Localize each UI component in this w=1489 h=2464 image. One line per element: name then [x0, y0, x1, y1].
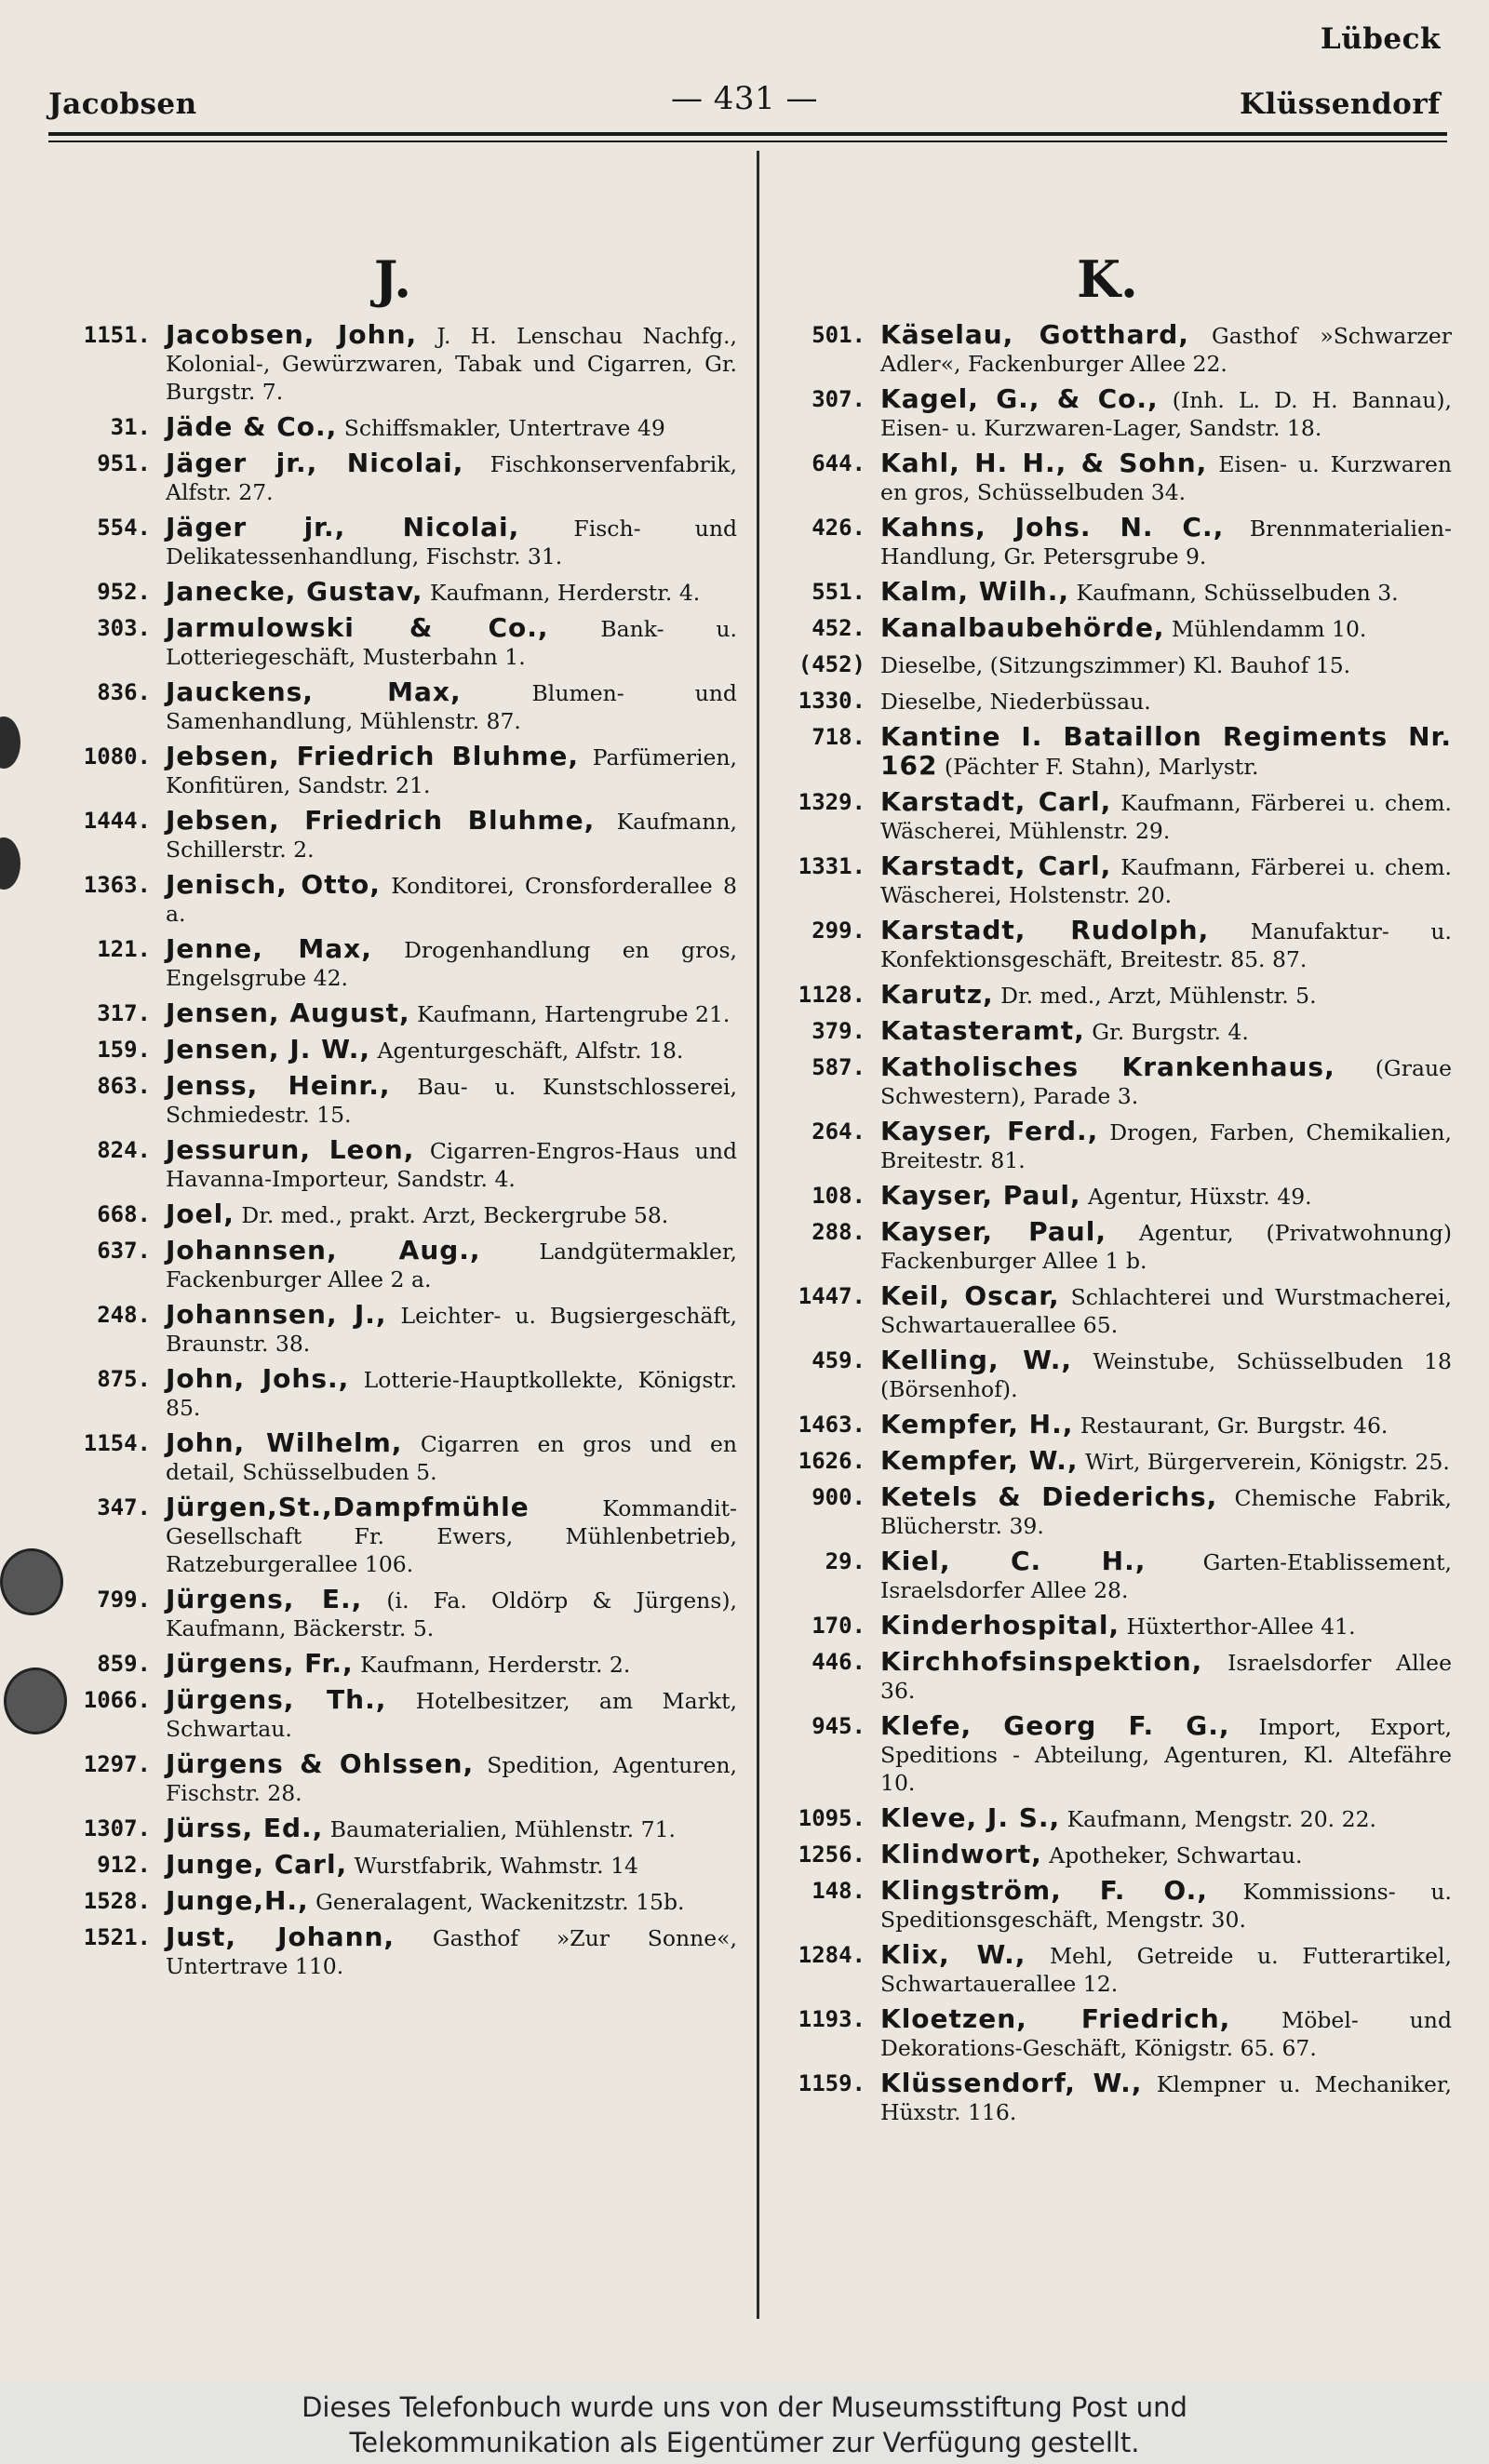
directory-entry	[763, 1411, 1452, 1440]
entry-phone-number: 1284.	[798, 1942, 865, 1968]
entry-name: Kahns, Johs. N. C.,	[880, 512, 1225, 542]
entry-details: Manufaktur- u. Konfektionsgeschäft, Breitestr. 85. 87.	[880, 918, 1452, 972]
entry-phone-number: (452)	[798, 651, 865, 677]
directory-entry	[763, 687, 1452, 716]
entry-name: Jürgens, E.,	[166, 1584, 363, 1614]
entry-phone-number: 863.	[97, 1073, 151, 1099]
directory-entry	[48, 1072, 737, 1129]
entry-name: Janecke, Gustav,	[166, 576, 423, 607]
entry-name: Kempfer, W.,	[880, 1445, 1079, 1476]
entry-phone-number: 945.	[812, 1713, 865, 1739]
entry-phone-number: 1151.	[83, 322, 151, 348]
entry-phone-number: 159.	[97, 1037, 151, 1063]
entry-name: Klix, W.,	[880, 1939, 1026, 1970]
entry-phone-number: 1256.	[798, 1841, 865, 1868]
entry-details: Restaurant, Gr. Burgstr. 46.	[1073, 1413, 1388, 1439]
punch-hole-mark	[0, 837, 20, 890]
entry-phone-number: 1080.	[83, 743, 151, 770]
header-city: Lübeck	[1320, 22, 1441, 56]
entry-name: Jenne, Max,	[166, 933, 372, 964]
entry-phone-number: 1626.	[798, 1448, 865, 1474]
entry-phone-number: 1447.	[798, 1283, 865, 1309]
section-letter-j: J.	[373, 249, 412, 309]
entry-name: Johannsen, Aug.,	[166, 1235, 481, 1265]
directory-entry	[48, 678, 737, 735]
directory-entry	[48, 1650, 737, 1679]
entry-name: Jürss, Ed.,	[166, 1813, 324, 1843]
entry-phone-number: 1521.	[83, 1924, 151, 1950]
entry-phone-number: 836.	[97, 679, 151, 705]
entry-details: Dr. med., prakt. Arzt, Beckergrube 58.	[234, 1202, 669, 1228]
directory-entry	[48, 1586, 737, 1642]
entry-phone-number: 148.	[812, 1878, 865, 1904]
entry-details: Spedition, Agenturen, Fischstr. 28.	[166, 1752, 737, 1806]
directory-entry	[763, 1648, 1452, 1705]
entry-name: Käselau, Gotthard,	[880, 319, 1189, 350]
entry-name: Junge, Carl,	[166, 1849, 348, 1880]
entry-phone-number: 1297.	[83, 1751, 151, 1777]
directory-entry	[763, 1218, 1452, 1275]
entry-phone-number: 307.	[812, 386, 865, 412]
entry-details: (Inh. L. D. H. Bannau), Eisen- u. Kurzwaren-Lager, Sandstr. 18.	[880, 387, 1452, 441]
entry-name: Kayser, Paul,	[880, 1216, 1107, 1247]
directory-entry	[763, 1282, 1452, 1339]
entry-name: Karstadt, Carl,	[880, 786, 1112, 817]
entry-name: Kantine I. Bataillon Regiments Nr. 162	[880, 721, 1452, 781]
entry-details: Israelsdorfer Allee 36.	[880, 1650, 1452, 1704]
directory-entry	[763, 1712, 1452, 1797]
entry-name: Karstadt, Rudolph,	[880, 915, 1210, 945]
directory-entry	[763, 1612, 1452, 1640]
directory-entry	[763, 1547, 1452, 1604]
entry-phone-number: 875.	[97, 1366, 151, 1392]
directory-entry	[48, 743, 737, 799]
directory-entry	[763, 321, 1452, 378]
entry-name: Kinderhospital,	[880, 1610, 1120, 1640]
entry-details: Blumen- und Samenhandlung, Mühlenstr. 87.	[166, 680, 737, 734]
entry-phone-number: 452.	[812, 615, 865, 641]
entry-name: Jürgen,St.,Dampfmühle	[166, 1492, 530, 1522]
entry-phone-number: 170.	[812, 1613, 865, 1639]
directory-entry	[763, 514, 1452, 570]
entry-details: Kaufmann, Hartengrube 21.	[409, 1001, 731, 1027]
directory-entry	[48, 1036, 737, 1065]
directory-entry	[48, 1301, 737, 1358]
entry-phone-number: 379.	[812, 1018, 865, 1044]
directory-entry	[763, 788, 1452, 845]
punch-hole-mark	[0, 716, 20, 769]
entry-phone-number: 108.	[812, 1183, 865, 1209]
entry-phone-number: 951.	[97, 450, 151, 476]
entry-details: Klempner u. Mechaniker, Hüxstr. 116.	[880, 2071, 1453, 2125]
directory-entry	[48, 1429, 737, 1486]
entry-details: Konditorei, Cronsforderallee 8 a.	[166, 873, 737, 927]
directory-entry	[763, 614, 1452, 643]
entry-phone-number: 1330.	[798, 688, 865, 714]
directory-entry	[763, 578, 1452, 607]
directory-entry	[763, 723, 1452, 781]
entry-phone-number: 303.	[97, 615, 151, 641]
entry-phone-number: 554.	[97, 515, 151, 541]
footer-notice	[0, 2382, 1489, 2464]
entry-name: Jebsen, Friedrich Bluhme,	[166, 741, 579, 771]
entry-name: Jäger jr., Nicolai,	[166, 512, 520, 542]
entry-details: (Pächter F. Stahn), Marlystr.	[937, 754, 1259, 780]
entry-phone-number: 799.	[97, 1587, 151, 1613]
directory-entry	[763, 1017, 1452, 1046]
entry-details: Kaufmann, Färberei u. chem. Wäscherei, Mühlenstr. 29.	[880, 790, 1452, 844]
directory-entry	[48, 578, 737, 607]
directory-entry	[48, 871, 737, 928]
left-entries	[48, 321, 737, 1988]
directory-entry	[48, 1686, 737, 1743]
directory-entry	[763, 1053, 1452, 1110]
entry-name: Kahl, H. H., & Sohn,	[880, 448, 1208, 478]
entry-phone-number: 1128.	[798, 982, 865, 1008]
entry-details: Generalagent, Wackenitzstr. 15b.	[308, 1889, 685, 1915]
entry-phone-number: 952.	[97, 579, 151, 605]
entry-phone-number: 1331.	[798, 853, 865, 879]
directory-entry	[48, 935, 737, 992]
entry-details: Dr. med., Arzt, Mühlenstr. 5.	[993, 983, 1317, 1009]
header-left-name: Jacobsen	[48, 87, 197, 121]
entry-details: Wurstfabrik, Wahmstr. 14	[347, 1853, 638, 1879]
entry-name: Jacobsen, John,	[166, 319, 418, 350]
entry-name: Kayser, Ferd.,	[880, 1116, 1099, 1146]
entry-name: Karstadt, Carl,	[880, 850, 1112, 881]
entry-details: Gasthof »Schwarzer Adler«, Fackenburger Allee 22.	[880, 323, 1452, 377]
directory-entry	[763, 1483, 1452, 1540]
entry-details: Kaufmann, Mengstr. 20. 22.	[1060, 1806, 1376, 1832]
entry-details: Agenturgeschäft, Alfstr. 18.	[370, 1038, 684, 1064]
entry-name: Kloetzen, Friedrich,	[880, 2003, 1231, 2034]
entry-name: Karutz,	[880, 979, 994, 1010]
entry-details: Dieselbe, (Sitzungszimmer) Kl. Bauhof 15.	[880, 652, 1351, 678]
entry-details: Kaufmann, Färberei u. chem. Wäscherei, Holstenstr. 20.	[880, 854, 1452, 908]
entry-phone-number: 1463.	[798, 1412, 865, 1438]
entry-details: Cigarren en gros und en detail, Schüsselbuden 5.	[166, 1431, 737, 1485]
entry-details: Weinstube, Schüsselbuden 18 (Börsenhof).	[880, 1348, 1452, 1402]
entry-phone-number: 501.	[812, 322, 865, 348]
entry-name: John, Wilhelm,	[166, 1427, 403, 1458]
entry-details: Bau- u. Kunstschlosserei, Schmiedestr. 15.	[166, 1074, 738, 1128]
entry-name: Katholisches Krankenhaus,	[880, 1051, 1335, 1082]
entry-phone-number: 1329.	[798, 789, 865, 815]
entry-name: Kayser, Paul,	[880, 1180, 1081, 1211]
column-divider	[757, 151, 759, 2319]
entry-phone-number: 1159.	[798, 2070, 865, 2096]
directory-entry	[763, 1804, 1452, 1833]
entry-name: Kagel, G., & Co.,	[880, 383, 1159, 414]
entry-details: (i. Fa. Oldörp & Jürgens), Kaufmann, Bäckerstr. 5.	[166, 1587, 738, 1641]
entry-details: Kaufmann, Schillerstr. 2.	[166, 809, 738, 863]
entry-details: Fisch- und Delikatessenhandlung, Fischstr. 31.	[166, 516, 737, 569]
entry-name: Kanalbaubehörde,	[880, 612, 1165, 643]
directory-entry	[48, 1237, 737, 1293]
entry-phone-number: 718.	[812, 724, 865, 750]
entry-name: Jürgens, Fr.,	[166, 1648, 354, 1679]
entry-details: Hotelbesitzer, am Markt, Schwartau.	[166, 1688, 738, 1742]
entry-name: Jebsen, Friedrich Bluhme,	[166, 805, 596, 836]
entry-details: Schlachterei und Wurstmacherei, Schwartauerallee 65.	[880, 1284, 1452, 1338]
entry-name: Joel,	[166, 1199, 235, 1229]
directory-entry	[48, 1200, 737, 1229]
entry-phone-number: 446.	[812, 1649, 865, 1675]
entry-name: Kempfer, H.,	[880, 1409, 1074, 1440]
entry-name: Johannsen, J.,	[166, 1299, 387, 1330]
entry-details: Gasthof »Zur Sonne«, Untertrave 110.	[166, 1925, 737, 1979]
directory-entry	[763, 1447, 1452, 1476]
entry-phone-number: 459.	[812, 1347, 865, 1373]
entry-details: Drogenhandlung en gros, Engelsgrube 42.	[166, 937, 737, 991]
directory-entry	[48, 1851, 737, 1880]
directory-entry	[48, 449, 737, 506]
entry-name: Ketels & Diederichs,	[880, 1481, 1218, 1512]
entry-name: Keil, Oscar,	[880, 1280, 1060, 1311]
directory-entry	[48, 1815, 737, 1843]
entry-phone-number: 317.	[97, 1000, 151, 1026]
entry-details: Lotterie-Hauptkollekte, Königstr. 85.	[166, 1367, 737, 1421]
directory-entry	[48, 1493, 737, 1578]
entry-details: Fischkonservenfabrik, Alfstr. 27.	[166, 451, 737, 505]
entry-details: Baumaterialien, Mühlenstr. 71.	[323, 1816, 676, 1842]
entry-name: Jürgens, Th.,	[166, 1684, 387, 1715]
entry-name: Jarmulowski & Co.,	[166, 612, 549, 643]
entry-name: Kirchhofsinspektion,	[880, 1646, 1203, 1677]
entry-details: Kommandit-Gesellschaft Fr. Ewers, Mühlenbetrieb, Ratzeburgerallee 106.	[166, 1495, 737, 1577]
entry-phone-number: 644.	[812, 450, 865, 476]
entry-details: Garten-Etablissement, Israelsdorfer Allee 28.	[880, 1549, 1452, 1603]
entry-details: Parfümerien, Konfitüren, Sandstr. 21.	[166, 744, 738, 798]
entry-phone-number: 264.	[812, 1118, 865, 1145]
directory-entry	[763, 1941, 1452, 1998]
directory-entry	[763, 449, 1452, 506]
directory-entry	[48, 321, 737, 406]
entry-details: Gr. Burgstr. 4.	[1084, 1019, 1249, 1045]
entry-details: J. H. Lenschau Nachfg., Kolonial-, Gewürzwaren, Tabak und Cigarren, Gr. Burgstr. 7.	[166, 323, 737, 405]
binding-hole	[4, 1667, 67, 1734]
directory-entry	[763, 2005, 1452, 2062]
entry-name: Klingström, F. O.,	[880, 1875, 1208, 1906]
entry-name: Jensen, J. W.,	[166, 1034, 370, 1065]
entry-phone-number: 551.	[812, 579, 865, 605]
entry-name: Jenisch, Otto,	[166, 869, 381, 900]
entry-details: Apotheker, Schwartau.	[1041, 1842, 1303, 1868]
entry-details: Bank- u. Lotteriegeschäft, Musterbahn 1.	[166, 616, 737, 670]
directory-entry	[763, 1877, 1452, 1934]
entry-details: Chemische Fabrik, Blücherstr. 39.	[880, 1485, 1452, 1539]
entry-name: Junge,H.,	[166, 1885, 309, 1916]
directory-entry	[48, 1887, 737, 1916]
entry-details: Mühlendamm 10.	[1164, 616, 1367, 642]
directory-entry	[763, 852, 1452, 909]
entry-name: Just, Johann,	[166, 1922, 396, 1952]
entry-details: Drogen, Farben, Chemikalien, Breitestr. 81.	[880, 1119, 1452, 1173]
footer-line-2: Telekommunikation als Eigentümer zur Verfügung gestellt.	[349, 2427, 1140, 2458]
entry-name: Kleve, J. S.,	[880, 1802, 1061, 1833]
directory-entry	[48, 1365, 737, 1422]
directory-entry	[763, 1841, 1452, 1869]
entry-phone-number: 31.	[110, 414, 151, 440]
directory-entry	[48, 514, 737, 570]
entry-name: Klindwort,	[880, 1839, 1042, 1869]
directory-entry	[763, 1182, 1452, 1211]
entry-phone-number: 1528.	[83, 1888, 151, 1914]
entry-phone-number: 1363.	[83, 872, 151, 898]
entry-details: Kaufmann, Herderstr. 4.	[423, 580, 701, 606]
entry-details: Hüxterthor-Allee 41.	[1120, 1614, 1356, 1640]
entry-phone-number: 288.	[812, 1219, 865, 1245]
page-number: — 431 —	[670, 80, 818, 117]
entry-phone-number: 637.	[97, 1238, 151, 1264]
directory-entry	[763, 385, 1452, 442]
entry-details: Möbel- und Dekorations-Geschäft, Königstr. 65. 67.	[880, 2007, 1452, 2061]
entry-details: Kommissions- u. Speditionsgeschäft, Mengstr. 30.	[880, 1879, 1452, 1933]
directory-entry	[763, 981, 1452, 1010]
directory-entry	[48, 807, 737, 864]
directory-entry	[48, 614, 737, 671]
binding-hole	[0, 1548, 63, 1615]
entry-phone-number: 121.	[97, 936, 151, 962]
entry-details: Cigarren-Engros-Haus und Havanna-Importeur, Sandstr. 4.	[166, 1138, 737, 1192]
entry-name: Jäde & Co.,	[166, 411, 338, 442]
entry-phone-number: 29.	[825, 1548, 865, 1574]
directory-entry	[48, 413, 737, 442]
entry-name: Kalm, Wilh.,	[880, 576, 1070, 607]
entry-details: Leichter- u. Bugsiergeschäft, Braunstr. 38.	[166, 1303, 738, 1357]
entry-phone-number: 347.	[97, 1494, 151, 1520]
entry-details: Agentur, Hüxstr. 49.	[1080, 1184, 1312, 1210]
entry-phone-number: 912.	[97, 1852, 151, 1878]
entry-name: Kelling, W.,	[880, 1345, 1073, 1375]
entry-phone-number: 824.	[97, 1137, 151, 1163]
entry-details: (Graue Schwestern), Parade 3.	[880, 1055, 1452, 1109]
entry-details: Wirt, Bürgerverein, Königstr. 25.	[1078, 1449, 1450, 1475]
entry-details: Brennmaterialien-Handlung, Gr. Petersgrube 9.	[880, 516, 1452, 569]
entry-phone-number: 1066.	[83, 1687, 151, 1713]
entry-phone-number: 248.	[97, 1302, 151, 1328]
entry-phone-number: 1154.	[83, 1430, 151, 1456]
directory-entry	[48, 1750, 737, 1807]
directory-entry	[48, 1136, 737, 1193]
directory-entry	[763, 917, 1452, 973]
entry-details: Schiffsmakler, Untertrave 49	[337, 415, 665, 441]
entry-name: Jauckens, Max,	[166, 676, 462, 707]
entry-name: Jürgens & Ohlssen,	[166, 1748, 475, 1779]
entry-name: Jenss, Heinr.,	[166, 1070, 391, 1101]
entry-phone-number: 1444.	[83, 808, 151, 834]
entry-details: Agentur, (Privatwohnung) Fackenburger Allee 1 b.	[880, 1220, 1452, 1274]
directory-entry	[48, 999, 737, 1028]
entry-name: John, Johs.,	[166, 1363, 350, 1394]
entry-details: Eisen- u. Kurzwaren en gros, Schüsselbuden 34.	[880, 451, 1452, 505]
section-letter-k: K.	[1077, 249, 1138, 309]
entry-phone-number: 587.	[812, 1054, 865, 1080]
directory-entry	[763, 650, 1452, 679]
entry-details: Dieselbe, Niederbüssau.	[880, 689, 1151, 715]
entry-phone-number: 1095.	[798, 1805, 865, 1831]
directory-entry	[763, 1346, 1452, 1403]
directory-entry	[763, 1118, 1452, 1174]
entry-details: Mehl, Getreide u. Futterartikel, Schwartauerallee 12.	[880, 1943, 1452, 1997]
header-rule-thick	[48, 132, 1447, 136]
right-entries	[763, 321, 1452, 2134]
directory-entry	[763, 2069, 1452, 2126]
entry-name: Jensen, August,	[166, 998, 410, 1028]
entry-phone-number: 299.	[812, 917, 865, 944]
header-right-name: Klüssendorf	[1240, 87, 1441, 121]
entry-phone-number: 426.	[812, 515, 865, 541]
entry-name: Katasteramt,	[880, 1015, 1085, 1046]
entry-phone-number: 859.	[97, 1651, 151, 1677]
entry-details: Landgütermakler, Fackenburger Allee 2 a.	[166, 1239, 738, 1292]
entry-name: Kiel, C. H.,	[880, 1546, 1147, 1576]
entry-name: Jessurun, Leon,	[166, 1134, 415, 1165]
entry-phone-number: 668.	[97, 1201, 151, 1227]
entry-name: Jäger jr., Nicolai,	[166, 448, 464, 478]
entry-name: Klüssendorf, W.,	[880, 2068, 1143, 2098]
header-rule-thin	[48, 141, 1447, 142]
entry-details: Kaufmann, Herderstr. 2.	[353, 1652, 631, 1678]
entry-phone-number: 1307.	[83, 1815, 151, 1841]
entry-details: Kaufmann, Schüsselbuden 3.	[1069, 580, 1399, 606]
entry-phone-number: 900.	[812, 1484, 865, 1510]
entry-details: Import, Export, Speditions - Abteilung, Agenturen, Kl. Altefähre 10.	[880, 1714, 1452, 1796]
footer-line-1: Dieses Telefonbuch wurde uns von der Museumsstiftung Post und	[302, 2391, 1187, 2423]
entry-name: Klefe, Georg F. G.,	[880, 1710, 1230, 1741]
entry-phone-number: 1193.	[798, 2006, 865, 2032]
directory-entry	[48, 1923, 737, 1980]
